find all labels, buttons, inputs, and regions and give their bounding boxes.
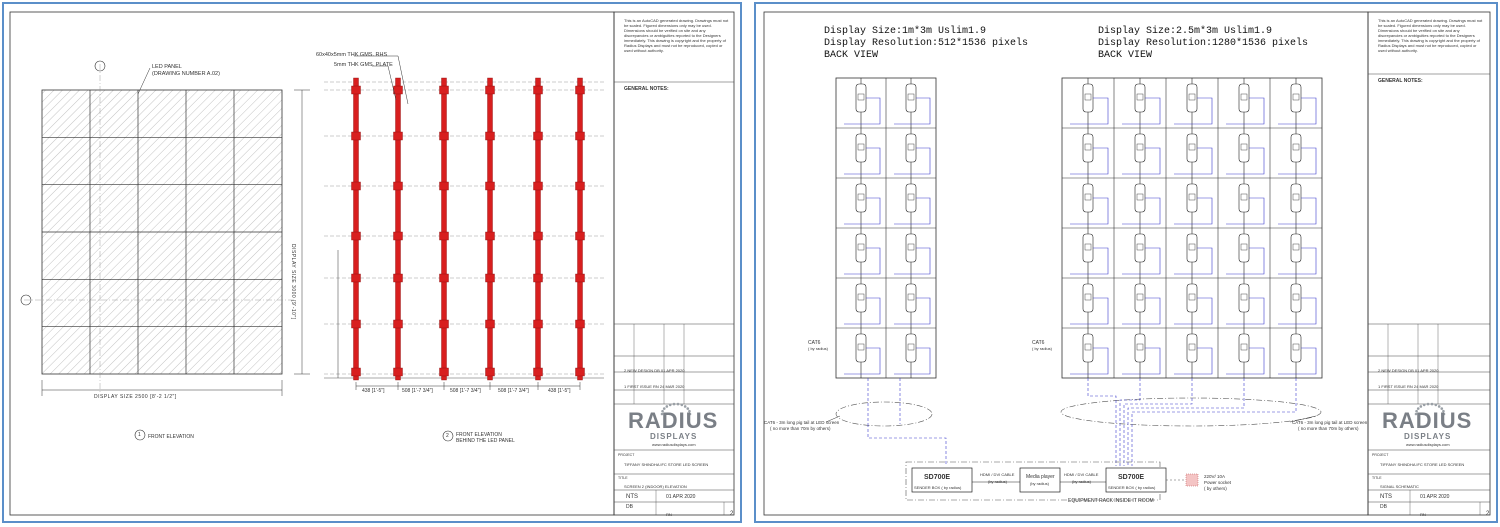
title-label-2: TITLE [1372,476,1382,480]
revision-row-2b: 2 NEW DESIGN DB 01 APR 2020 [1378,368,1439,373]
sheet-front-elevation [2,2,742,523]
steel-bracket [576,232,585,240]
sender-box-2-model: SD700E [1118,474,1145,481]
right-screen-receiver-card [1239,134,1249,162]
right-screen-receiver-card [1239,284,1249,312]
steel-bracket [352,232,361,240]
steel-bracket [486,232,495,240]
logo-dot [1423,404,1426,407]
title-label: TITLE [618,476,628,480]
cat6-right-label: CAT6 [1032,340,1045,346]
hdmi-cable-1-label: HDMI / DVI CABLE [980,472,1015,477]
steel-bracket [440,86,449,94]
pigtail-right-note: ( no more than 70m by others) [1298,426,1359,431]
revision-row-1: 1 FIRST ISSUE RN 24 MAR 2020 [624,384,685,389]
right-screen-receiver-card [1291,84,1301,112]
steel-bracket [394,86,403,94]
steel-bracket [576,368,585,376]
rhs-label: 60x40x5mm THK GMS. RHS [316,52,388,58]
left-screen-receiver-card [856,134,866,162]
steel-bracket [576,274,585,282]
steel-post [536,78,541,380]
steel-bracket [534,320,543,328]
view-number-1: 1 [138,432,141,438]
pigtail-left-label: CAT6 - 3m long pig tail at LED screen [764,420,840,425]
steel-bracket [440,182,449,190]
plate-leader [372,66,396,100]
steel-bracket [394,232,403,240]
cat6-right-to-sender [1132,378,1296,466]
left-screen-receiver-card [906,234,916,262]
logo-dot [1435,404,1438,407]
right-screen-receiver-card [1187,134,1197,162]
right-screen-receiver-card [1239,234,1249,262]
drawing-title-2: SIGNAL SCHEMATIC [1380,484,1419,489]
steel-bracket [352,182,361,190]
hdmi-cable-1-by: (by radius) [988,479,1007,484]
steel-bracket [394,274,403,282]
general-notes-heading-2: GENERAL NOTES: [1378,78,1423,84]
steel-post [442,78,447,380]
power-socket-by: ( by others) [1204,486,1227,491]
right-screen-receiver-card [1083,234,1093,262]
power-socket-label: Power socket [1204,480,1232,485]
column-width-5: 438 [1'-5"] [548,388,571,394]
left-cable-bundle [836,402,932,426]
drawn-by-2: DB [1380,504,1387,510]
left-screen-receiver-card [856,184,866,212]
steel-post [354,78,359,380]
date-value-2: 01 APR 2020 [1420,494,1450,500]
steel-bracket [486,274,495,282]
logo-displays-wordmark-2: DISPLAYS [1404,432,1452,441]
steel-bracket [394,132,403,140]
led-panel-label: LED PANEL [152,64,182,70]
logo-radius-wordmark: RADIUS [628,408,719,433]
left-screen-receiver-card [856,84,866,112]
power-socket [1186,474,1198,486]
right-screen-receiver-card [1083,184,1093,212]
cat6-right-to-sender [1128,378,1244,466]
right-screen-receiver-card [1291,184,1301,212]
steel-bracket [534,368,543,376]
right-screen-receiver-card [1291,234,1301,262]
steel-bracket [352,320,361,328]
logo-radius-wordmark-2: RADIUS [1382,408,1473,433]
drawing-notes: This is an AutoCAD generated drawing. Drawings must not be scaled. Figured dimensions only may be used. Dimensions should be verified on site and any discrepancies or ambiguities reported to the Designers immediately. This drawing is copyright and the property of Radius Displays and must not be reproduced, copied or used without authority. [624,18,729,53]
right-display-size: Display Size:2.5m*3m Uslim1.9 [1098,26,1273,37]
right-screen-receiver-card [1135,134,1145,162]
steel-bracket [576,320,585,328]
left-screen-receiver-card [906,134,916,162]
left-screen-receiver-card [906,84,916,112]
hdmi-cable-2-by: (by radius) [1072,479,1091,484]
right-screen-receiver-card [1187,334,1197,362]
equipment-rack-label: EQUIPMENT RACK INSIDE IT ROOM [1068,498,1154,504]
column-width-4: 508 [1'-7 3/4"] [498,388,529,394]
front-elevation-behind-label: FRONT ELEVATION [456,432,502,438]
left-display-resolution: Display Resolution:512*1536 pixels [824,38,1029,49]
right-screen-receiver-card [1239,334,1249,362]
left-screen-receiver-card [906,334,916,362]
drawing-border [764,12,1368,515]
display-size-vertical: DISPLAY SIZE 3000 [9'-10"] [290,244,296,320]
right-screen-receiver-card [1135,234,1145,262]
steel-bracket [440,368,449,376]
steel-bracket [352,368,361,376]
logo-dot [1431,403,1434,406]
front-elevation-label: FRONT ELEVATION [148,434,194,440]
revision-row-2: 2 NEW DESIGN DB 01 APR 2020 [624,368,685,373]
project-name-2: TIFFANY SHINDHA IFC STORE LED SCREEN [1380,462,1465,467]
right-screen-receiver-card [1187,184,1197,212]
sender-box-1-label: SENDER BOX ( by radius) [914,485,962,490]
right-screen-receiver-card [1239,184,1249,212]
left-screen-receiver-card [856,334,866,362]
steel-bracket [486,320,495,328]
drawn-by: DB [626,504,633,510]
right-screen-receiver-card [1135,184,1145,212]
right-back-view: BACK VIEW [1098,50,1153,61]
steel-bracket [534,232,543,240]
right-screen-receiver-card [1083,334,1093,362]
steel-bracket [576,86,585,94]
steel-bracket [486,182,495,190]
date-value: 01 APR 2020 [666,494,696,500]
drawing-number-label: (DRAWING NUMBER A.02) [152,71,220,77]
right-screen-receiver-card [1135,334,1145,362]
logo-dot [681,404,684,407]
steel-bracket [440,232,449,240]
checked-by: RN [666,512,672,517]
behind-panel-label: BEHIND THE LED PANEL [456,438,515,444]
steel-bracket [576,132,585,140]
steel-bracket [394,368,403,376]
drawing-title: SCREEN 2 (INDOOR) ELEVATION [624,484,687,489]
power-rating: 220V/ 10A [1204,474,1226,479]
display-size-horizontal: DISPLAY SIZE 2500 [8'-2 1/2"] [94,394,177,400]
pigtail-left-note: ( no more than 70m by others) [770,426,831,431]
logo-displays-wordmark: DISPLAYS [650,432,698,441]
sheet-number-2: 2 [1486,511,1490,517]
project-label: PROJECT [618,453,635,457]
right-screen-receiver-card [1135,84,1145,112]
steel-bracket [486,86,495,94]
logo-url-2: www.radiusdisplays.com [1406,442,1450,447]
column-width-2: 508 [1'-7 3/4"] [402,388,433,394]
right-screen-receiver-card [1291,334,1301,362]
steel-bracket [352,132,361,140]
steel-bracket [352,274,361,282]
revision-row-1b: 1 FIRST ISSUE RN 24 MAR 2020 [1378,384,1439,389]
media-player-label: Media player [1026,474,1055,480]
cat6-right-to-sender [1124,378,1192,466]
media-player-box [1020,468,1060,492]
right-display-resolution: Display Resolution:1280*1536 pixels [1098,38,1309,49]
right-screen-receiver-card [1187,84,1197,112]
left-back-view: BACK VIEW [824,50,879,61]
right-screen-receiver-card [1187,284,1197,312]
logo-url: www.radiusdisplays.com [652,442,696,447]
sheet-number: 2 [730,511,734,517]
right-screen-receiver-card [1083,284,1093,312]
left-display-size: Display Size:1m*3m Uslim1.9 [824,26,987,37]
steel-bracket [486,132,495,140]
elevation-drawing [4,4,740,521]
steel-bracket [486,368,495,376]
logo-dot [677,403,680,406]
steel-bracket [352,86,361,94]
steel-bracket [534,132,543,140]
steel-bracket [576,182,585,190]
steel-bracket [534,274,543,282]
cat6-right-by: ( by radius) [1032,346,1053,351]
pigtail-right-label: CAT6 - 3m long pig tail at LED screen [1292,420,1368,425]
steel-bracket [440,132,449,140]
sender-box-1-model: SD700E [924,474,951,481]
steel-bracket [440,274,449,282]
left-screen-receiver-card [906,184,916,212]
project-label-2: PROJECT [1372,453,1389,457]
cat6-left-label: CAT6 [808,340,821,346]
steel-post [488,78,493,380]
right-screen-receiver-card [1083,134,1093,162]
general-notes-heading: GENERAL NOTES: [624,86,669,92]
steel-bracket [394,320,403,328]
steel-post [396,78,401,380]
steel-bracket [534,86,543,94]
steel-bracket [534,182,543,190]
cat6-right-to-sender [1120,378,1140,466]
right-screen-receiver-card [1291,284,1301,312]
checked-by-2: RN [1420,512,1426,517]
media-player-by: (by radius) [1030,481,1049,486]
cat6-left-by: ( by radius) [808,346,829,351]
sender-box-2-label: SENDER BOX ( by radius) [1108,485,1156,490]
scale-value-2: NTS [1380,494,1392,500]
cat6-left-to-sender [868,424,946,466]
left-screen-receiver-card [906,284,916,312]
right-screen-receiver-card [1291,134,1301,162]
column-width-3: 508 [1'-7 3/4"] [450,388,481,394]
logo-dot [673,403,676,406]
steel-post [578,78,583,380]
left-screen-receiver-card [856,284,866,312]
left-screen-receiver-card [856,234,866,262]
logo-dot [669,404,672,407]
steel-bracket [440,320,449,328]
sheet-signal-schematic [754,2,1498,523]
logo-dot [1427,403,1430,406]
view-number-2: 2 [446,433,449,439]
column-width-1: 438 [1'-5"] [362,388,385,394]
project-name: TIFFANY SHINDHA IFC STORE LED SCREEN [624,462,709,467]
right-screen-receiver-card [1083,84,1093,112]
drawing-notes-2: This is an AutoCAD generated drawing. Drawings must not be scaled. Figured dimensions only may be used. Dimensions should be verified on site and any discrepancies or ambiguities reported to the Designers immediately. This drawing is copyright and the property of Radius Displays and must not be reproduced, copied or used without authority. [1378,18,1483,53]
right-screen-receiver-card [1187,234,1197,262]
right-screen-receiver-card [1135,284,1145,312]
right-screen-receiver-card [1239,84,1249,112]
steel-bracket [394,182,403,190]
plate-label: 5mm THK GMS. PLATE [334,62,393,68]
scale-value: NTS [626,494,638,500]
hdmi-cable-2-label: HDMI / DVI CABLE [1064,472,1099,477]
